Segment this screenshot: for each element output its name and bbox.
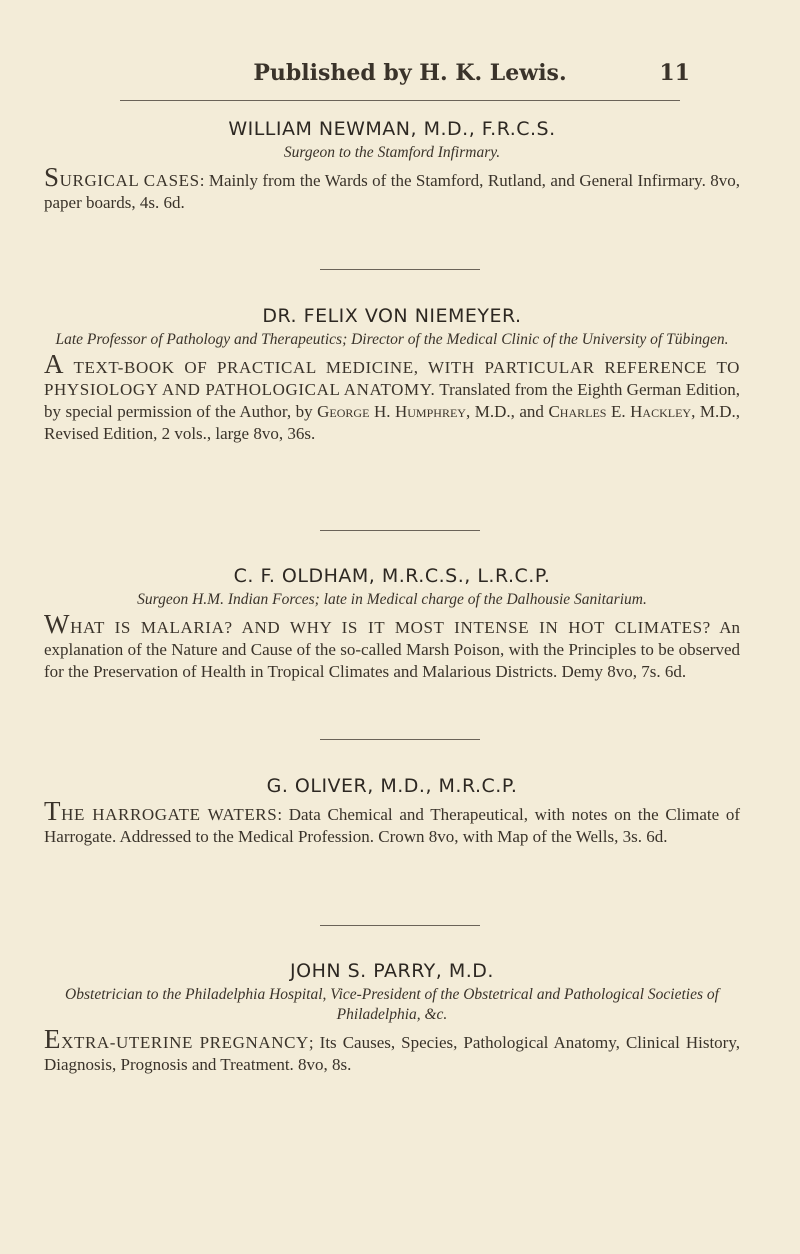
translator-name: George H. Humphrey — [317, 402, 466, 421]
author-affiliation: Late Professor of Pathology and Therapeutics; Director of the Medical Clinic of the University of Tübingen. — [55, 331, 729, 348]
author-affiliation: Surgeon H.M. Indian Forces; late in Medical charge of the Dalhousie Sanitarium. — [137, 591, 647, 608]
book-title: WHAT IS MALARIA? AND WHY IS IT MOST INTENSE IN HOT CLIMATES? — [44, 609, 711, 639]
author-name: G. OLIVER, M.D., M.R.C.P. — [266, 775, 518, 797]
page-number: 11 — [659, 60, 690, 86]
header-rule — [120, 100, 680, 101]
catalogue-entry-oliver — [44, 775, 740, 848]
entry-description: A TEXT-BOOK OF PRACTICAL MEDICINE, WITH PARTICULAR REFERENCE TO PHYSIOLOGY AND PATHOLOGICAL ANATOMY. Translated from the Eighth German Edition, by special permission of the Author, by George H. Humphrey, M.D., and Charles E. Hackley, M.D., Revised Edition, 2 vols., large 8vo, 36s. — [44, 349, 740, 443]
book-title: EXTRA-UTERINE PREGNANCY — [44, 1024, 309, 1054]
section-divider — [320, 925, 480, 926]
author-name: C. F. OLDHAM, M.R.C.S., L.R.C.P. — [233, 565, 551, 587]
translator-name: Charles E. Hackley — [548, 402, 692, 421]
author-affiliation: Surgeon to the Stamford Infirmary. — [283, 144, 501, 161]
running-title: Published by H. K. Lewis. — [253, 60, 567, 86]
entry-description: WHAT IS MALARIA? AND WHY IS IT MOST INTENSE IN HOT CLIMATES? An explanation of the Nature and Cause of the so-called Marsh Poison, with the Principles to be observed for the Preservation of Health in Tropical Climates and Malarious Districts. Demy 8vo, 7s. 6d. — [44, 609, 740, 681]
book-title: A TEXT-BOOK OF PRACTICAL MEDICINE, WITH PARTICULAR REFERENCE TO PHYSIOLOGY AND PATHOLOGICAL ANATOMY. — [44, 349, 740, 399]
catalogue-entry-newman — [44, 118, 740, 214]
catalogue-entry-parry — [44, 960, 740, 1076]
author-affiliation: Obstetrician to the Philadelphia Hospital, Vice-President of the Obstetrical and Pathological Societies of Philadelphia, &c. — [65, 986, 719, 1023]
catalogue-entry-oldham — [44, 565, 740, 683]
entry-description: SURGICAL CASES: Mainly from the Wards of the Stamford, Rutland, and General Infirmary. 8vo, paper boards, 4s. 6d. — [44, 162, 740, 212]
running-head — [130, 60, 690, 96]
entry-description: THE HARROGATE WATERS: Data Chemical and Therapeutical, with notes on the Climate of Harrogate. Addressed to the Medical Profession. Crown 8vo, with Map of the Wells, 3s. 6d. — [44, 796, 741, 846]
author-name: DR. FELIX VON NIEMEYER. — [262, 305, 522, 327]
section-divider — [320, 269, 480, 270]
catalogue-entry-niemeyer — [44, 305, 740, 445]
section-divider — [320, 530, 480, 531]
book-title: SURGICAL CASES — [44, 162, 200, 192]
author-name: WILLIAM NEWMAN, M.D., F.R.C.S. — [228, 118, 556, 140]
entry-description: EXTRA-UTERINE PREGNANCY; Its Causes, Species, Pathological Anatomy, Clinical History, Diagnosis, Prognosis and Treatment. 8vo, 8s. — [44, 1024, 740, 1074]
book-title: THE HARROGATE WATERS — [44, 796, 278, 826]
author-name: JOHN S. PARRY, M.D. — [290, 960, 494, 982]
section-divider — [320, 739, 480, 740]
